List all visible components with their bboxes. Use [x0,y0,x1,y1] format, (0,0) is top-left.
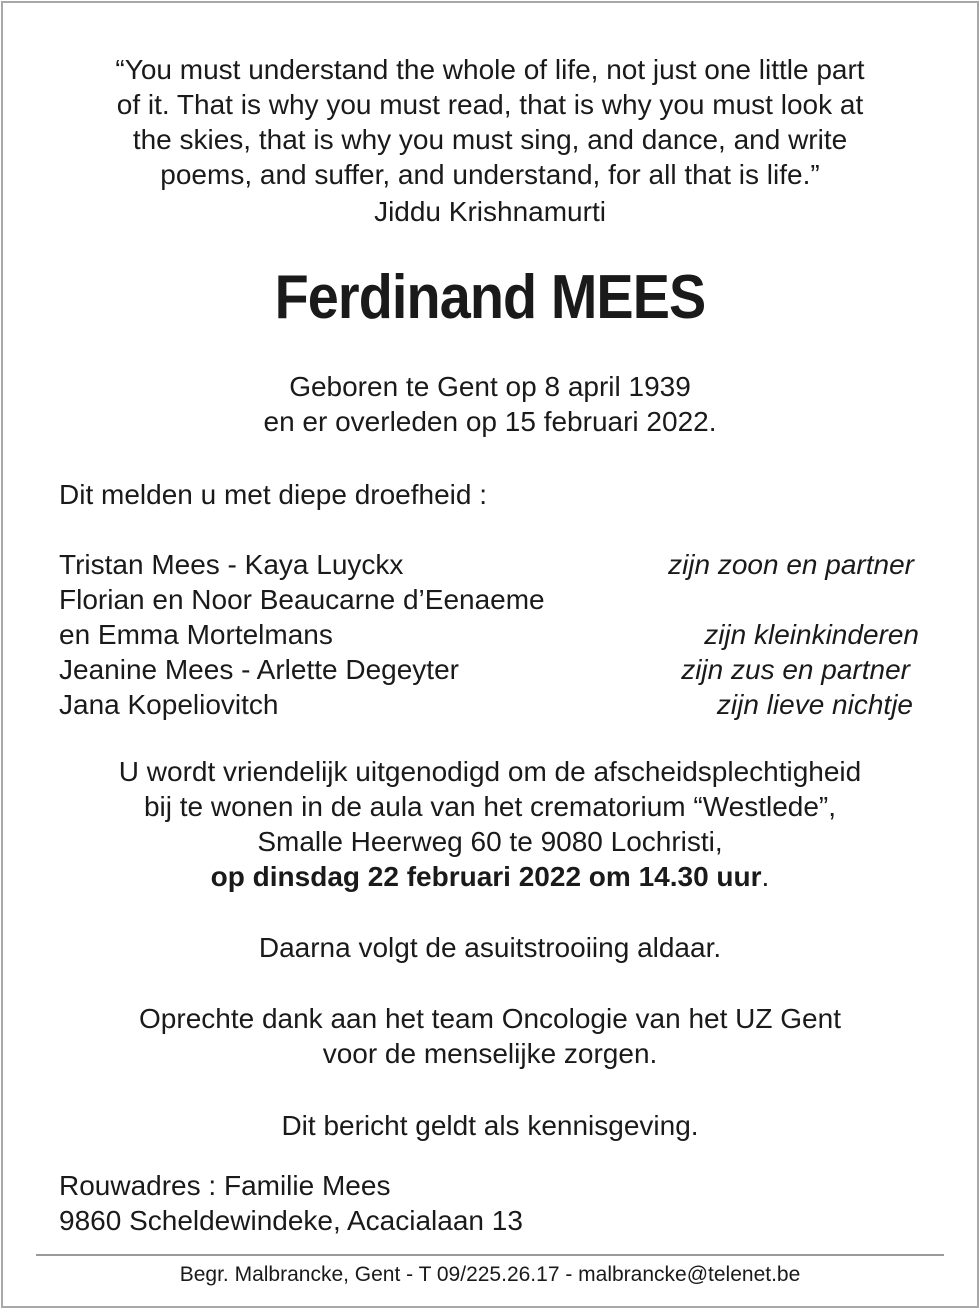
family-row [59,687,919,722]
family-row [59,547,919,582]
family-relation: zijn zoon en partner [668,549,914,580]
family-relation: zijn lieve nichtje [716,689,913,720]
family-names: Jeanine Mees - Arlette Degeyter [59,654,459,685]
family-relation: zijn kleinkinderen [704,619,919,650]
thanks-line: Oprechte dank aan het team Oncologie van het UZ Gent [139,1003,841,1034]
ceremony-line: bij te wonen in de aula van het crematorium “Westlede”, [143,791,837,822]
deceased-name: Ferdinand MEES [274,263,706,332]
quote-line: “You must understand the whole of life, not just one little part [115,54,865,85]
family-names: en Emma Mortelmans [59,619,333,650]
quote-author: Jiddu Krishnamurti [374,196,606,227]
birth-line: Geboren te Gent op 8 april 1939 [289,371,691,402]
ceremony-datetime: op dinsdag 22 februari 2022 om 14.30 uur [210,861,762,892]
mourning-address-line: 9860 Scheldewindeke, Acacialaan 13 [59,1205,523,1236]
mourning-address [59,1168,523,1238]
ceremony-datetime-end: . [761,861,770,892]
family-names: Tristan Mees - Kaya Luyckx [59,549,404,580]
death-line: en er overleden op 15 februari 2022. [263,406,717,437]
quote-line: the skies, that is why you must sing, and dance, and write [132,124,848,155]
ash-scattering-note: Daarna volgt de asuitstrooiing aldaar. [258,932,722,963]
footer-divider [36,1254,944,1256]
family-names: Florian en Noor Beaucarne d’Eenaeme [59,584,545,615]
funeral-home-footer: Begr. Malbrancke, Gent - T 09/225.26.17 - malbrancke@telenet.be [179,1263,801,1286]
family-relation: zijn zus en partner [681,654,910,685]
family-row [59,652,919,687]
family-names: Jana Kopeliovitch [59,689,279,720]
announcement-intro: Dit melden u met diepe droefheid : [59,479,488,510]
family-row [59,617,919,652]
mourning-address-line: Rouwadres : Familie Mees [59,1170,391,1201]
ceremony-datetime-line [0,859,980,894]
thanks-note [0,1001,980,1071]
quote-line: of it. That is why you must read, that is why you must look at [116,89,864,120]
quote-line: poems, and suffer, and understand, for all that is life.” [160,159,820,190]
birth-death-info [0,369,980,439]
quote [0,52,980,192]
ceremony-line: U wordt vriendelijk uitgenodigd om de afscheidsplechtigheid [118,756,862,787]
family-row [59,582,919,617]
notice-text: Dit bericht geldt als kennisgeving. [281,1110,699,1141]
ceremony-invitation [0,754,980,894]
thanks-line: voor de menselijke zorgen. [322,1038,658,1069]
family-list [59,547,919,722]
ceremony-address: Smalle Heerweg 60 te 9080 Lochristi, [257,826,723,857]
